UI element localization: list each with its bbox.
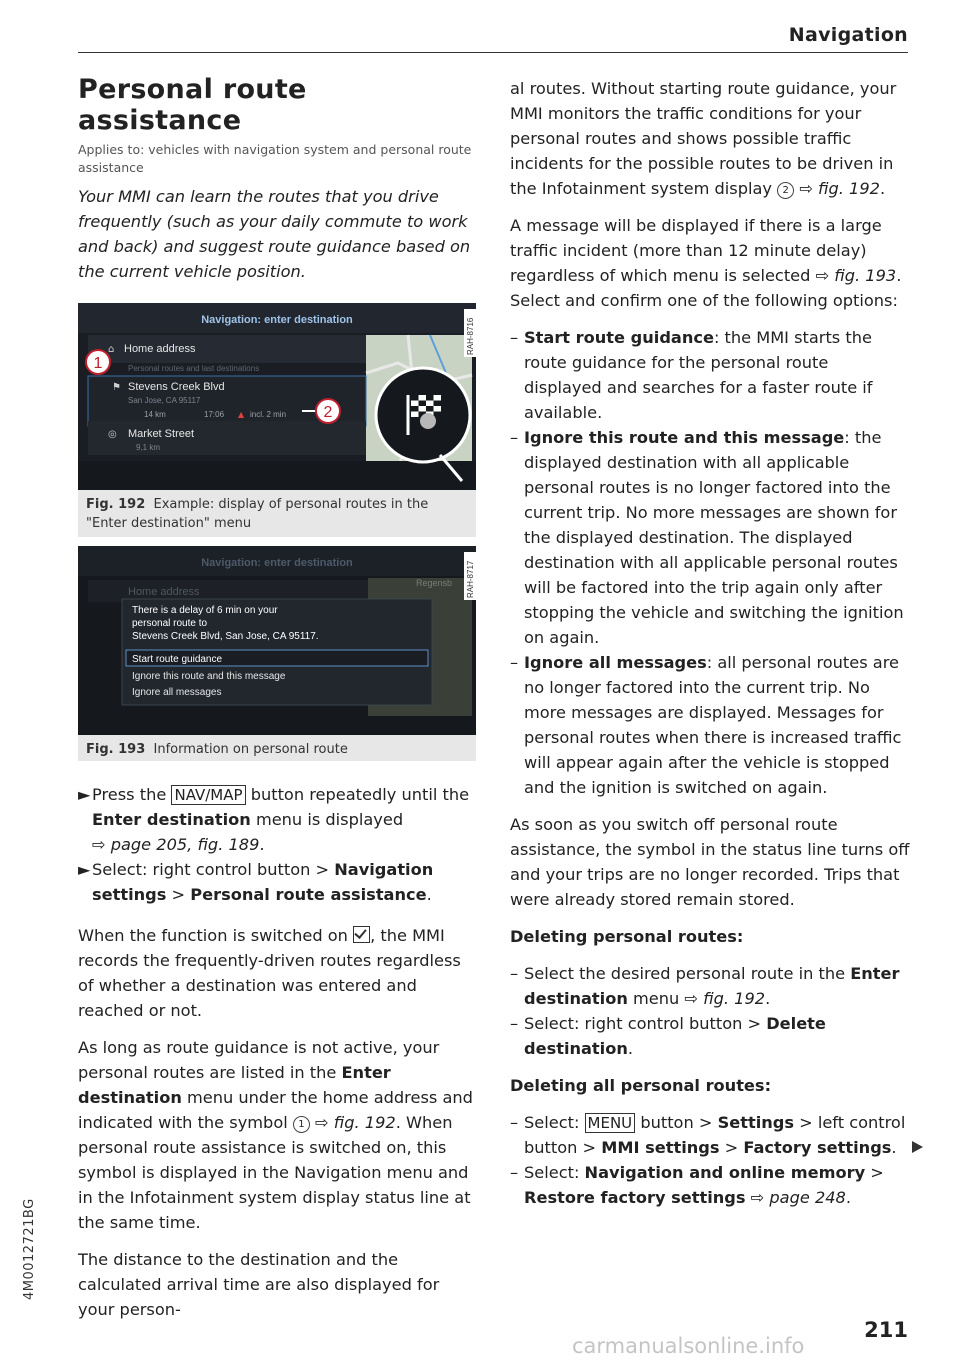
option-ignore-route: – Ignore this route and this message: the displayed destination with all applicable personal routes is no longer factored into the current trip. No more messages are shown for the displayed destination. The displayed destination with all applicable personal routes will be factored into the trip again only after stopping the vehicle and switching the ignition on again. [510, 428, 904, 647]
fig193-opt1: Start route guidance [132, 654, 223, 665]
fig192-route-delay: incl. 2 min [250, 410, 287, 419]
checkbox-checked-icon [353, 926, 370, 943]
para-switch-off: As soon as you switch off personal route assistance, the symbol in the status line turns off and your trips are no longer recorded. Trips that were already stored remain stored. [510, 815, 910, 909]
fig192-personal-routes-sub: Personal routes and last destinations [128, 364, 260, 373]
fig193-map-label: Regensb [416, 578, 453, 588]
fig192-callout-1: 1 [93, 355, 103, 372]
figure-193-caption [78, 735, 476, 761]
fig192-route-name: Stevens Creek Blvd [128, 381, 225, 393]
para-message: A message will be displayed if there is a large traffic incident (more than 12 minute delay) regardless of which menu is selected ⇨ fig. 193. Select and confirm one of the following options: [510, 216, 902, 310]
pin-icon: ◎ [108, 429, 117, 440]
fig192-market-dist: 9,1 km [136, 443, 161, 452]
fig193-caption-text: Information on personal route [153, 742, 348, 757]
para-switched-on: When the function is switched on , the MMI records the frequently-driven routes regardless of whether a destination was entered and reached or not. [78, 926, 461, 1020]
step-delete-all-2: – Select: Navigation and online memory > Restore factory settings ⇨ page 248. [510, 1163, 884, 1207]
watermark: carmanualsonline.info [572, 1334, 805, 1358]
fig193-opt3: Ignore all messages [132, 687, 222, 698]
flag-icon: ⚑ [112, 382, 121, 393]
fig192-home-address: Home address [124, 343, 196, 355]
para-monitors: al routes. Without starting route guidance, your MMI monitors the traffic conditions for your personal routes and shows possible traffic incidents for the possible routes to be driven in the Infotainment system display 2 ⇨ fig. 192. [510, 79, 897, 198]
figure-193-illustration [78, 546, 476, 735]
figure-192-screen [78, 303, 476, 490]
fig192-route-dist: 14 km [144, 410, 166, 419]
page-title: Personal route assistance [78, 74, 307, 136]
applies-to: Applies to: vehicles with navigation system and personal route assistance [78, 142, 472, 175]
fig193-caption-num: Fig. 193 [86, 742, 146, 757]
fig192-caption-text: Example: display of personal routes in the "Enter destination" menu [86, 497, 429, 531]
warning-icon: ▲ [238, 410, 245, 419]
fig193-msg-line1: There is a delay of 6 min on your [132, 605, 278, 616]
option-ignore-all: – Ignore all messages: all personal routes are no longer factored into the current trip. No more messages are displayed. Messages for personal routes when there is increased traffic will appear again after the vehicle is stopped and the ignition is switched on again. [510, 653, 902, 797]
step-delete-2: – Select: right control button > Delete destination. [510, 1014, 826, 1058]
heading-deleting-all: Deleting all personal routes: [510, 1076, 772, 1095]
callout-1-symbol: 1 [293, 1116, 310, 1133]
fig193-home-address: Home address [128, 586, 200, 598]
fig193-opt2: Ignore this route and this message [132, 671, 286, 682]
fig192-screen-title: Navigation: enter destination [201, 314, 353, 326]
figure-192-caption [78, 490, 476, 537]
fig192-callout-2: 2 [323, 404, 333, 421]
menu-key: MENU [585, 1113, 636, 1133]
figure-192-illustration [78, 303, 476, 490]
intro-text: Your MMI can learn the routes that you drive frequently (such as your daily commute to work and back) and suggest route guidance based on the current vehicle position. [78, 187, 471, 281]
step-delete-all-1: – Select: MENU button > Settings > left control button > MMI settings > Factory settings. [510, 1113, 906, 1157]
left-steps [78, 782, 478, 1322]
heading-deleting-personal: Deleting personal routes: [510, 927, 744, 946]
step-select-settings: ► Select: right control button > Navigation settings > Personal route assistance. [78, 860, 434, 904]
home-icon: ⌂ [108, 344, 115, 355]
section-title: Navigation [788, 24, 908, 46]
step-delete-1: – Select the desired personal route in the Enter destination menu ⇨ fig. 192. [510, 964, 900, 1008]
page-ref: ⇨ page 205, fig. 189 [92, 835, 260, 854]
fig192-route-time: 17:06 [204, 410, 225, 419]
fig192-market-street: Market Street [128, 428, 195, 440]
document-code: 4M0012721BG [22, 1198, 37, 1300]
fig193-msg-line2: personal route to [132, 618, 208, 629]
right-column [510, 76, 910, 1210]
fig193-msg-line3: Stevens Creek Blvd, San Jose, CA 95117. [132, 631, 319, 642]
para-route-guidance: As long as route guidance is not active, your personal routes are listed in the Enter destination menu under the home address and indicated with the symbol 1 ⇨ fig. 192. When personal route assistance is switched on, this symbol is displayed in the Navigation menu and in the Infotainment system display status line at the same time. [78, 1038, 473, 1232]
step-press-nav: ► Press the NAV/MAP button repeatedly until the Enter destination menu is displayed ⇨ page 205, fig. 189. [78, 785, 470, 854]
fig192-code: RAH-8716 [466, 317, 475, 355]
fig193-code: RAH-8717 [466, 560, 475, 598]
fig192-caption-num: Fig. 192 [86, 497, 146, 512]
nav-map-key: NAV/MAP [171, 785, 245, 805]
callout-2-symbol: 2 [777, 182, 794, 199]
para-distance: The distance to the destination and the calculated arrival time are also displayed for your person- [78, 1250, 440, 1319]
continue-arrow-icon [912, 1141, 923, 1153]
fig192-route-city: San Jose, CA 95117 [128, 396, 201, 405]
page-number: 211 [864, 1318, 908, 1342]
figure-193-screen [78, 546, 476, 735]
fig193-screen-title: Navigation: enter destination [201, 557, 353, 569]
page-header [78, 22, 908, 53]
option-start-guidance: – Start route guidance: the MMI starts the route guidance for the personal route displayed and searches for a faster route if available. [510, 328, 873, 422]
